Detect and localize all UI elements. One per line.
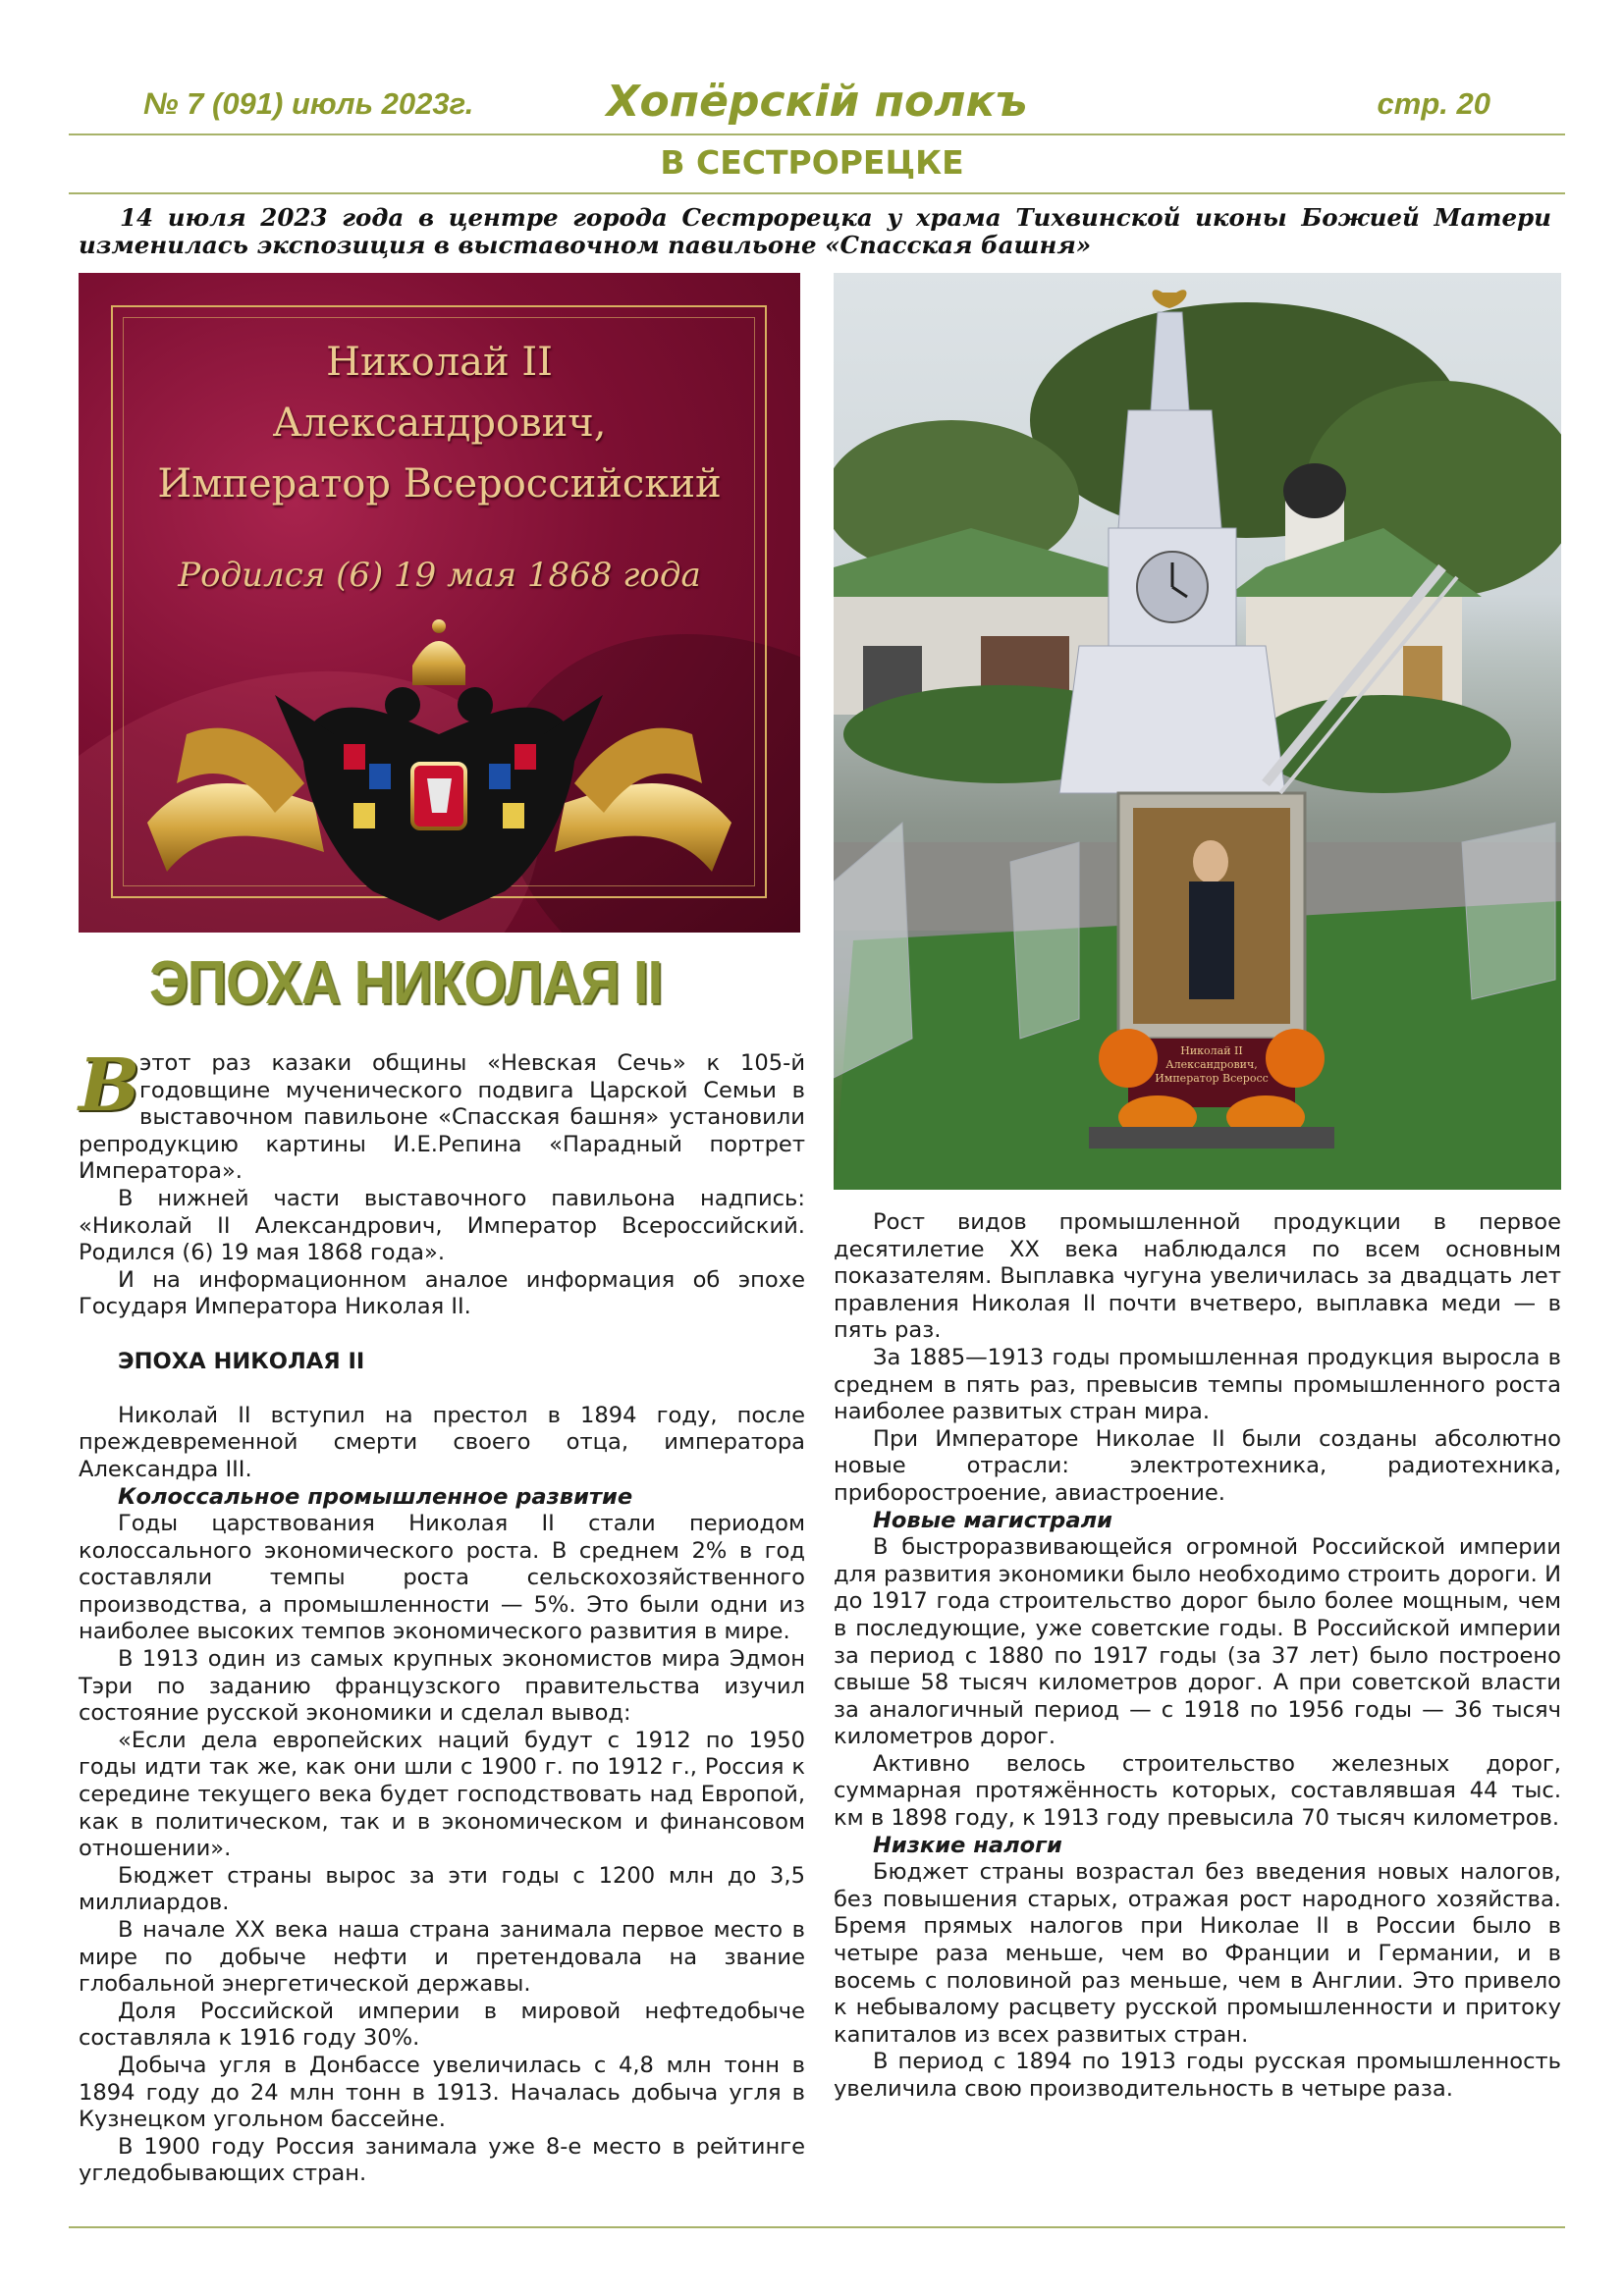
paragraph: Доля Российской империи в мировой нефтедобыче составляла к 1916 году 30%.	[79, 1998, 805, 2052]
portrait-plaque-text	[1128, 1044, 1295, 1086]
paragraph: В 1913 один из самых крупных экономистов мира Эдмон Тэри по заданию французского правительства изучил состояние русской экономики и сделал вывод:	[79, 1646, 805, 1727]
issue-number: № 7 (091) июль 2023г.	[143, 86, 474, 121]
poster-patronymic: Александрович,	[272, 400, 607, 446]
coat-of-arms-icon	[79, 273, 800, 933]
subsection-title: Низкие налоги	[873, 1832, 1062, 1858]
article-intro	[79, 1043, 805, 1186]
commemorative-poster	[79, 273, 800, 933]
paragraph: Активно велось строительство железных дорог, суммарная протяжённость которых, составлявшая 44 тыс. км в 1898 году, к 1913 году превысила 70 тысяч километров.	[834, 1750, 1561, 1832]
section-title: В СЕСТРОРЕЦКЕ	[660, 143, 964, 182]
section-divider	[69, 192, 1565, 194]
plaque-line: Император Всеросс	[1155, 1072, 1269, 1085]
paragraph: В 1900 году Россия занимала уже 8-е место в рейтинге угледобывающих стран.	[79, 2133, 805, 2187]
spacer	[79, 1375, 805, 1403]
paragraph: При Императоре Николае II были созданы абсолютно новые отрасли: электротехника, радиотехника, приборостроение, авиастроение.	[834, 1425, 1561, 1506]
paragraph: В период с 1894 по 1913 годы русская промышленность увеличила свою производительность в четыре раза.	[834, 2049, 1561, 2102]
paragraph: И на информационном аналое информация об эпохе Государя Императора Николая II.	[79, 1266, 805, 1320]
paragraph: Николай II вступил на престол в 1894 году, после преждевременной смерти своего отца, императора Александра III.	[79, 1402, 805, 1482]
footer-divider	[69, 2226, 1565, 2228]
paragraph: Бюджет страны вырос за эти годы с 1200 млн до 3,5 миллиардов.	[79, 1862, 805, 1916]
quote: «Если дела европейских наций будут с 1912 по 1950 годы идти так же, как они шли с 1900 г. по 1912 г., Россия к середине текущего века будет господствовать над Европой, как в политическом, так и в экономическом и финансовом отношении».	[79, 1727, 805, 1862]
page-header	[69, 77, 1565, 133]
paragraph: Рост видов промышленной продукции в первое десятилетие XX века наблюдался по всем основным показателям. Выплавка чугуна увеличилась за двадцать лет правления Николая II почти вчетверо, выплавка меди — в пять раз.	[834, 1209, 1561, 1344]
poster-title: Император Всероссийский	[157, 461, 722, 507]
lead-text: 14 июля 2023 года в центре города Сестрорецка у храма Тихвинской иконы Божией Матери изменилась экспозиция в выставочном павильоне «Спасская башня»	[79, 203, 1551, 259]
plaque-line: Александрович,	[1165, 1058, 1258, 1071]
drop-cap: В	[79, 1043, 140, 1128]
paragraph: В быстроразвивающейся огромной Российской империи для развития экономики было необходимо строить дороги. И до 1917 года строительство дорог было более мощным, чем в последующие, уже советские годы. В Российской империи за период с 1880 по 1917 годы (за 37 лет) было построено свыше 58 тысяч километров дорог. А при советской власти за аналогичный период — с 1918 по 1956 годы — 36 тысяч километров дорог.	[834, 1534, 1561, 1750]
pavilion-photo	[834, 273, 1561, 1190]
subsection-title: Новые магистрали	[873, 1507, 1112, 1533]
left-column	[79, 1043, 805, 2188]
poster-name: Николай II	[326, 340, 553, 385]
paragraph: За 1885—1913 годы промышленная продукция выросла в среднем в пять раз, превысив темпы промышленного роста наиболее развитых стран мира.	[834, 1344, 1561, 1425]
subsection-title: Колоссальное промышленное развитие	[118, 1483, 633, 1510]
intro-text: этот раз казаки общины «Невская Сечь» к 105-й годовщине мученического подвига Царской Семьи в выставочном павильоне «Спасская башня» установили репродукцию картины И.Е.Репина «Парадный портрет Императора».	[79, 1050, 805, 1185]
lead-paragraph	[79, 204, 1551, 259]
right-column	[834, 1209, 1561, 2104]
header-divider	[69, 133, 1565, 135]
paragraph: В нижней части выставочного павильона надпись: «Николай II Александрович, Император Всероссийский. Родился (6) 19 мая 1868 года».	[79, 1185, 805, 1266]
spacer	[79, 1321, 805, 1349]
paragraph: Бюджет страны возрастал без введения новых налогов, без повышения старых, отражая рост народного хозяйства. Бремя прямых налогов при Николае II в России было в четыре раза меньше, чем во Франции и Германии, и в восемь с половиной раз меньше, чем в Англии. Это привело к небывалому расцвету русской промышленности и притоку капиталов из всех развитых стран.	[834, 1859, 1561, 2048]
article-subheading: ЭПОХА НИКОЛАЯ II	[118, 1348, 365, 1374]
newspaper-title: Хопёрскій полкъ	[606, 77, 1028, 127]
poster-birthdate: Родился (6) 19 мая 1868 года	[178, 556, 701, 595]
paragraph: В начале XX века наша страна занимала первое место в мире по добыче нефти и претендовала на звание глобальной энергетической державы.	[79, 1917, 805, 1998]
paragraph: Добыча угля в Донбассе увеличилась с 4,8 млн тонн в 1894 году до 24 млн тонн в 1913. Началась добыча угля в Кузнецком угольном бассейне.	[79, 2052, 805, 2133]
page-number: стр. 20	[1377, 86, 1490, 121]
plaque-line: Николай II	[1180, 1044, 1243, 1057]
main-headline: ЭПОХА НИКОЛАЯ II	[149, 949, 663, 1017]
paragraph: Годы царствования Николая II стали периодом колоссального экономического роста. В среднем 2% в год составляли темпы роста сельскохозяйственного производства, а промышленности — 5%. Это были одни из наиболее высоких темпов экономического развития в мире.	[79, 1511, 805, 1645]
